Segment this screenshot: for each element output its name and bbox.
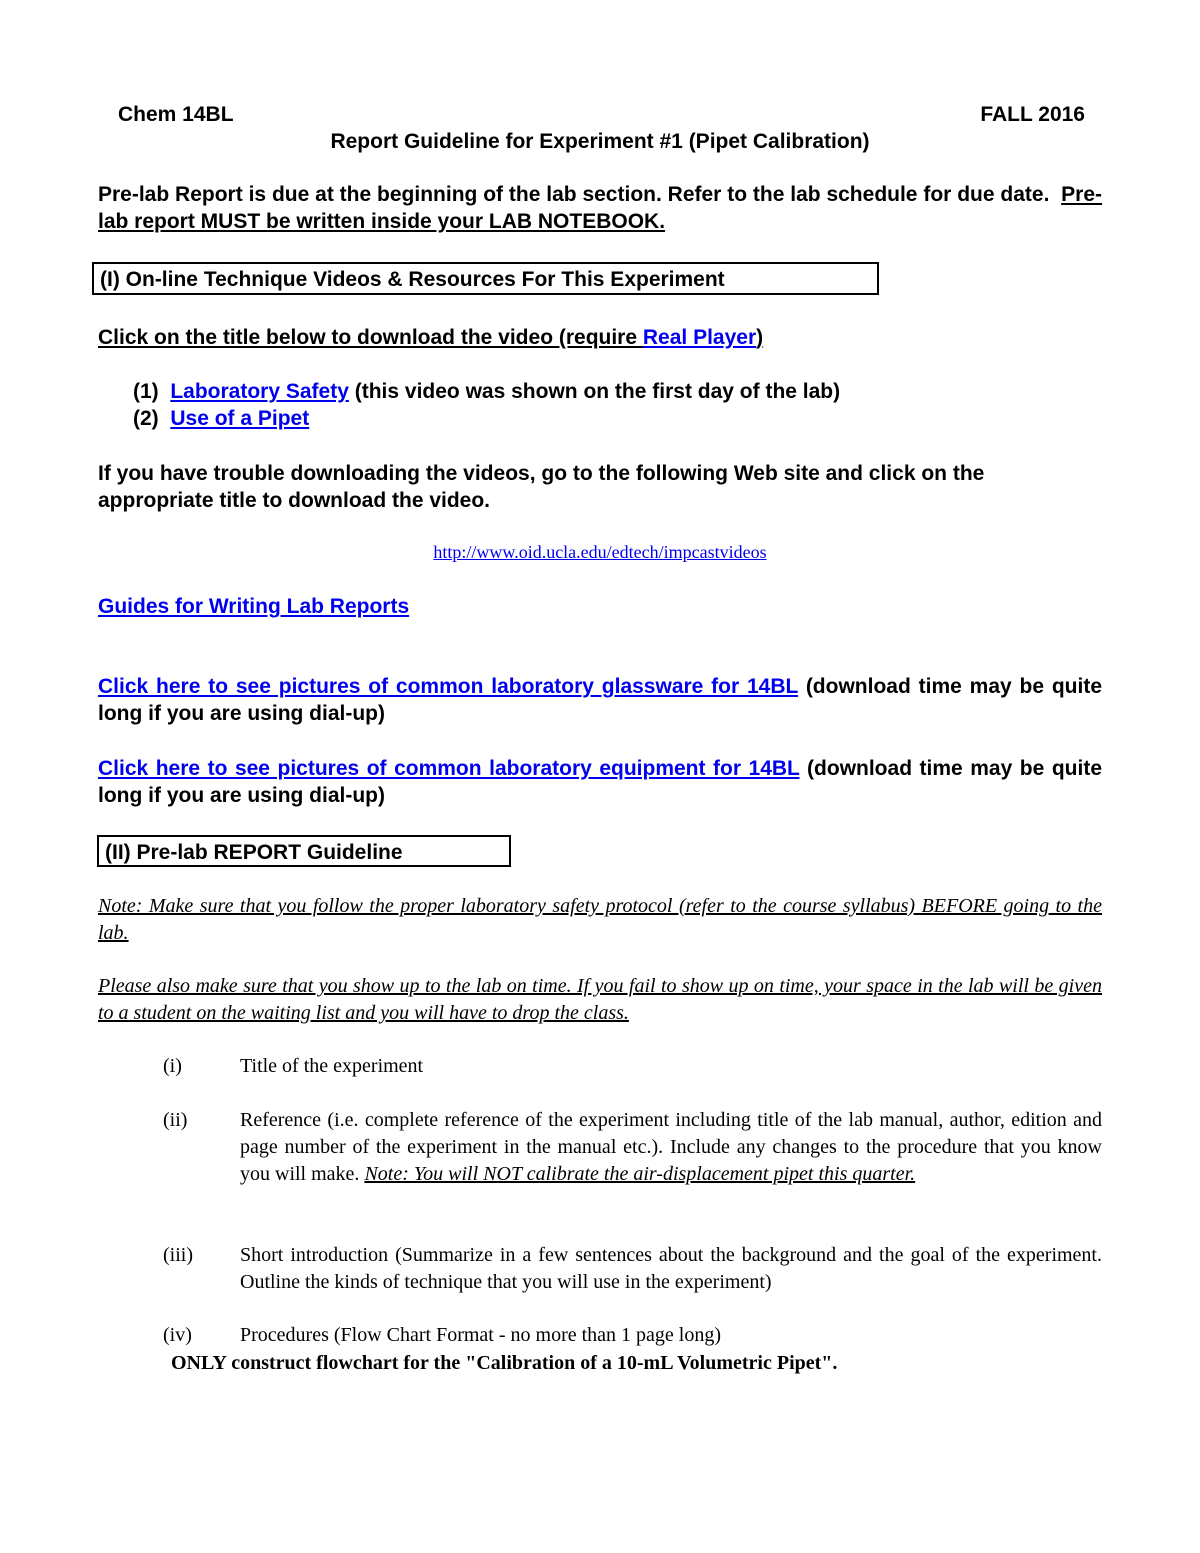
course-name: Chem 14BL [118, 103, 234, 126]
video-url-link[interactable]: http://www.oid.ucla.edu/edtech/impcastvideos [433, 542, 767, 562]
item-text-container [240, 1107, 1102, 1188]
download-instruction-close: ) [756, 326, 764, 349]
trouble-paragraph: If you have trouble downloading the videos, go to the following Web site and click on the appropriate title to download the video. [98, 462, 985, 512]
use-of-pipet-link[interactable]: Use of a Pipet [170, 407, 310, 430]
glassware-note: (download time may be quite long if you are using dial-up) [98, 675, 1103, 725]
laboratory-safety-link[interactable]: Laboratory Safety [170, 380, 349, 403]
equipment-note: (download time may be quite long if you are using dial-up) [98, 757, 1102, 807]
item-text: Title of the experiment [240, 1055, 424, 1077]
term-label: FALL 2016 [980, 103, 1085, 126]
video-item [133, 378, 840, 405]
equipment-paragraph [98, 755, 1102, 809]
item-note: Note: You will NOT calibrate the air-displacement pipet this quarter. [364, 1163, 916, 1185]
guides-link[interactable]: Guides for Writing Lab Reports [98, 595, 410, 618]
glassware-paragraph [98, 673, 1102, 727]
item-text: Reference (i.e. complete reference of the experiment including title of the lab manual, author, edition and page number of the experiment in the manual etc.). Include any changes to the procedure that you know you will make. [240, 1109, 1102, 1185]
section2-heading: (II) Pre-lab REPORT Guideline [97, 835, 511, 867]
section1-heading: (I) On-line Technique Videos & Resources For This Experiment [92, 262, 879, 295]
safety-note: Note: Make sure that you follow the proper laboratory safety protocol (refer to the course syllabus) BEFORE going to the lab. [98, 895, 1102, 944]
video-item-number: (2) [133, 407, 159, 430]
video-item [133, 405, 309, 432]
flowchart-instruction: ONLY construct flowchart for the "Calibration of a 10-mL Volumetric Pipet". [171, 1352, 838, 1374]
page-title: Report Guideline for Experiment #1 (Pipet Calibration) [330, 130, 870, 153]
item-text: Short introduction (Summarize in a few sentences about the background and the goal of the experiment. Outline the kinds of technique that you will use in the experiment) [240, 1244, 1102, 1293]
report-item [0, 1242, 1200, 1298]
report-item [0, 1107, 1200, 1217]
report-item [0, 1322, 1200, 1349]
item-text: Procedures (Flow Chart Format - no more than 1 page long) [240, 1324, 722, 1346]
intro-text: Pre-lab Report is due at the beginning of the lab section. Refer to the lab schedule for due date. [98, 183, 1050, 206]
equipment-link[interactable]: Click here to see pictures of common laboratory equipment for 14BL [98, 757, 800, 780]
glassware-link[interactable]: Click here to see pictures of common laboratory glassware for 14BL [98, 675, 798, 698]
download-instruction-text: Click on the title below to download the video (require [98, 326, 643, 349]
intro-paragraph [98, 181, 1102, 235]
video-url-container [0, 539, 1200, 566]
guides-container [98, 593, 409, 620]
item-number: (i) [163, 1055, 182, 1077]
video-item-number: (1) [133, 380, 159, 403]
download-instruction [98, 324, 763, 351]
video-item-note: (this video was shown on the first day of the lab) [348, 380, 841, 403]
report-item [0, 1053, 1200, 1080]
item-number: (iii) [163, 1244, 193, 1266]
item-number: (ii) [163, 1109, 188, 1131]
attendance-note: Please also make sure that you show up to the lab on time. If you fail to show up on time, your space in the lab will be given to a student on the waiting list and you will have to drop the class. [98, 975, 1102, 1024]
notebook-requirement: Pre-lab report MUST be written inside your LAB NOTEBOOK. [98, 183, 1103, 233]
real-player-link[interactable]: Real Player [642, 326, 757, 349]
item-number: (iv) [163, 1324, 192, 1346]
